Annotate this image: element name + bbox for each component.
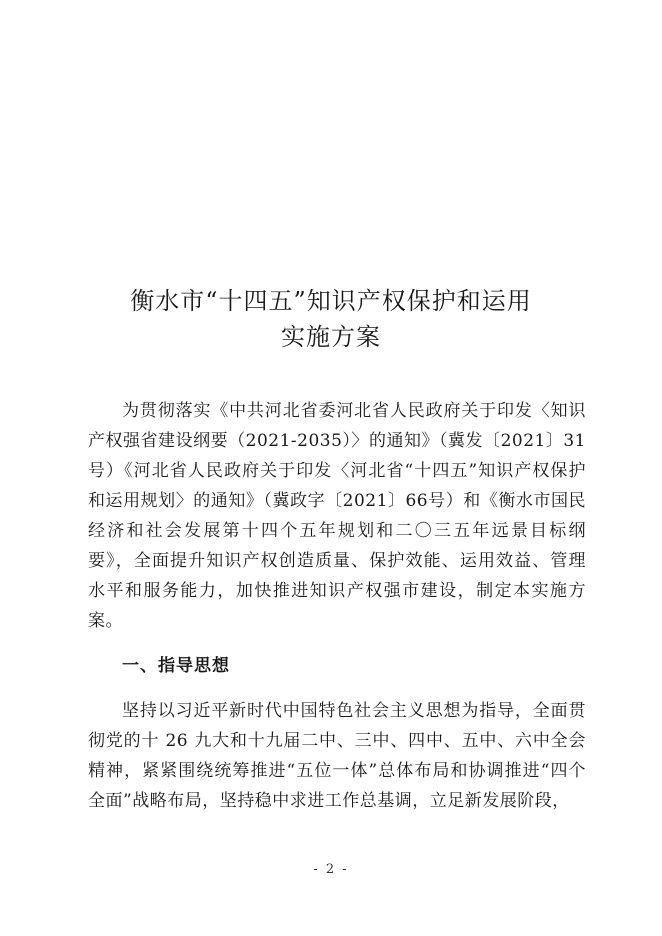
intro-paragraph: 为贯彻落实《中共河北省委河北省人民政府关于印发〈知识产权强省建设纲要（2021-2035）〉的通知》（冀发〔2021〕31号）《河北省人民政府关于印发〈河北省“十四五”知识产权保护和运用规划〉的通知》（冀政字〔2021〕66号）和《衡水市国民经济和社会发展第十四个五年规划和二〇三五年远景目标纲要》，全面提升知识产权创造质量、保护效能、运用效益、管理水平和服务能力，加快推进知识产权强市建设，制定本实施方案。 [88, 401, 586, 631]
section-paragraph: 坚持以习近平新时代中国特色社会主义思想为指导，全面贯彻党的十 26 九大和十九届二中、三中、四中、五中、六中全会精神，紧紧围绕统筹推进“五位一体”总体布局和协调推进“四个全面”战略布局，坚持稳中求进工作总基调，立足新发展阶段， [88, 701, 586, 811]
page-number: - 2 - [313, 862, 349, 877]
document-title-line-1: 衡水市“十四五”知识产权保护和运用 [130, 287, 532, 315]
section-heading-guiding-ideology: 一、指导思想 [122, 656, 230, 676]
document-title-line-2: 实施方案 [281, 323, 381, 351]
